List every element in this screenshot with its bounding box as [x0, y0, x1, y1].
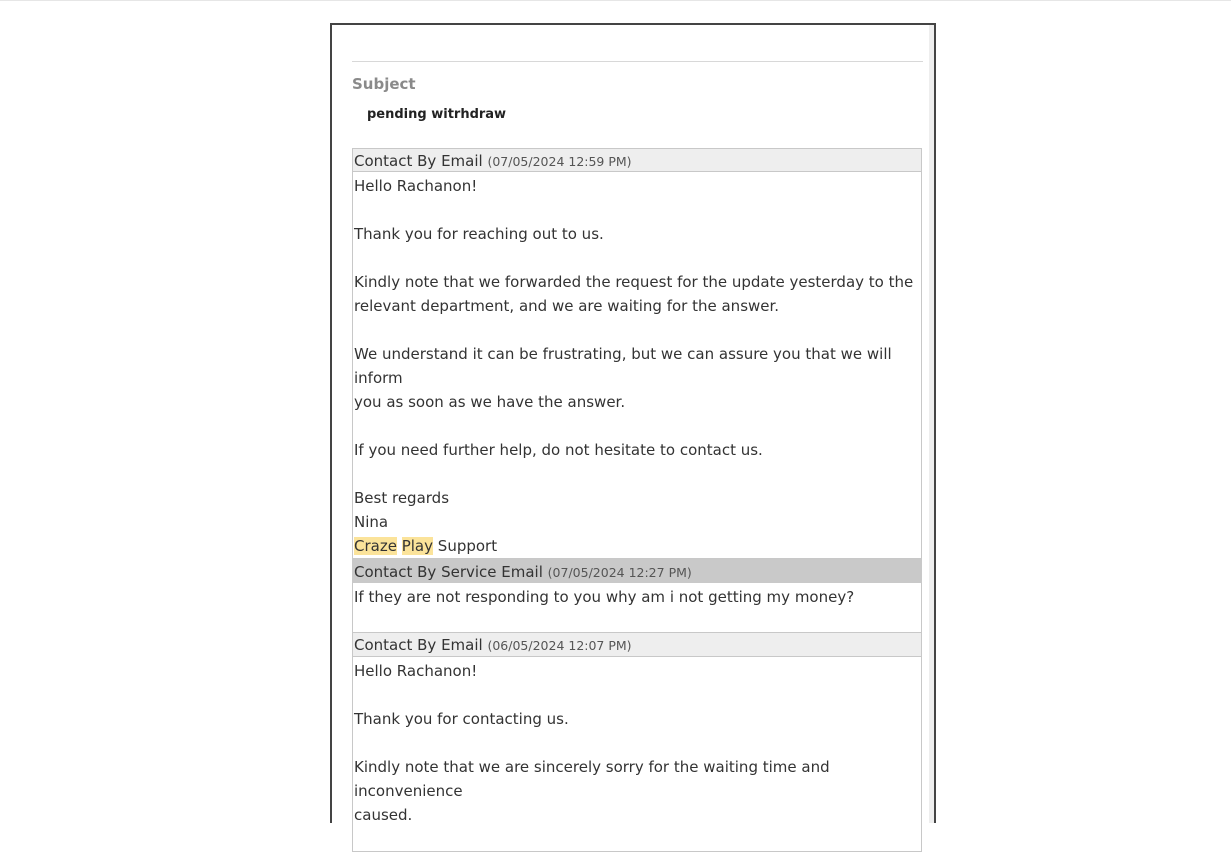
highlighted-word: Craze [354, 537, 397, 555]
message-type: Contact By Email [354, 636, 483, 654]
message-date: (07/05/2024 12:59 PM) [487, 154, 632, 169]
message-header-email [352, 633, 922, 657]
message-line [354, 246, 921, 270]
message-line [354, 731, 921, 755]
message-line: If they are not responding to you why am i not getting my money? [354, 588, 855, 606]
subject-label: Subject [352, 75, 416, 93]
message-line: caused. [354, 806, 413, 824]
message-line: Hello Rachanon! [354, 662, 478, 680]
message-line: Nina [354, 513, 389, 531]
ticket-panel [330, 23, 936, 823]
message-line: you as soon as we have the answer. [354, 393, 626, 411]
message-body [352, 657, 922, 852]
highlighted-word: Play [401, 537, 434, 555]
message-line [354, 318, 921, 342]
message-line [354, 827, 921, 851]
message-line: If you need further help, do not hesitate to contact us. [354, 441, 763, 459]
message-line [354, 683, 921, 707]
message-line: relevant department, and we are waiting for the answer. [354, 297, 780, 315]
signature-rest: Support [437, 537, 498, 555]
subject-value: pending witrhdraw [367, 107, 507, 122]
message-header-service-email [352, 559, 922, 583]
message-line [354, 198, 921, 222]
message-line: Best regards [354, 489, 450, 507]
message-body [352, 172, 922, 559]
panel-scrollbar[interactable] [929, 25, 934, 823]
message-line: Thank you for contacting us. [354, 710, 569, 728]
message-line [354, 462, 921, 486]
message-type: Contact By Email [354, 152, 483, 170]
message-thread [352, 148, 922, 852]
message-line: We understand it can be frustrating, but we can assure you that we will inform [354, 345, 897, 387]
top-divider [0, 0, 1231, 1]
message-line [354, 414, 921, 438]
message-date: (07/05/2024 12:27 PM) [547, 565, 692, 580]
message-line: Kindly note that we forwarded the request for the update yesterday to the [354, 273, 914, 291]
message-body [352, 583, 922, 633]
header-divider [352, 61, 923, 62]
message-line: Hello Rachanon! [354, 177, 478, 195]
message-header-email [352, 148, 922, 172]
message-line: Thank you for reaching out to us. [354, 225, 604, 243]
message-line: Kindly note that we are sincerely sorry for the waiting time and inconvenience [354, 758, 835, 800]
message-type: Contact By Service Email [354, 563, 543, 581]
signature-line [354, 534, 921, 558]
message-date: (06/05/2024 12:07 PM) [487, 638, 632, 653]
